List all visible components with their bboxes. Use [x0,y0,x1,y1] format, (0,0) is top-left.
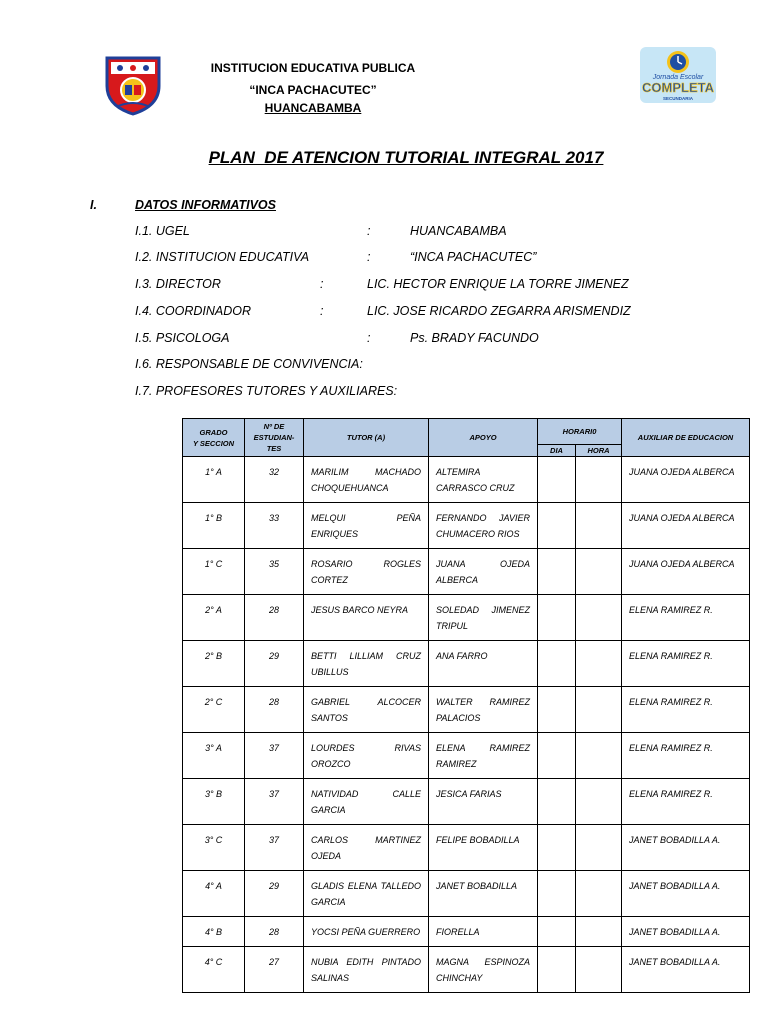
tutor-cell: NATIVIDAD CALLE GARCIA [304,779,429,825]
grado-seccion-cell: 1° B [183,503,245,549]
info-label: I.5. PSICOLOGA [135,331,230,345]
table-header [183,419,750,457]
school-shield-logo [104,54,162,116]
info-ugel [0,223,768,239]
table-row [183,825,750,871]
estudiantes-cell: 28 [245,917,304,947]
table-row [183,503,750,549]
info-convivencia [0,356,768,372]
tutor-cell: NUBIA EDITH PINTADO SALINAS [304,947,429,993]
institution-name: “INCA PACHACUTEC” [249,83,377,97]
auxiliar-cell: JUANA OJEDA ALBERCA [622,457,750,503]
dia-cell [538,947,576,993]
info-coordinador [0,303,768,319]
table-row [183,457,750,503]
apoyo-cell: FELIPE BOBADILLA [429,825,538,871]
apoyo-cell: JESICA FARIAS [429,779,538,825]
grado-seccion-cell: 4° B [183,917,245,947]
hora-cell [576,733,622,779]
table-row [183,871,750,917]
apoyo-cell: MAGNA ESPINOZA CHINCHAY [429,947,538,993]
clock-icon [667,51,689,73]
dia-cell [538,733,576,779]
col-header-grado: GRADO Y SECCION [183,419,245,457]
dia-cell [538,871,576,917]
info-value: “INCA PACHACUTEC” [410,250,537,264]
tutor-cell: JESUS BARCO NEYRA [304,595,429,641]
dia-cell [538,917,576,947]
logo-main-text: COMPLETA [642,80,714,95]
section-number: I. [90,198,97,212]
info-separator: : [367,224,371,238]
auxiliar-cell: ELENA RAMIREZ R. [622,595,750,641]
grado-seccion-cell: 4° C [183,947,245,993]
grado-seccion-cell: 3° A [183,733,245,779]
info-value: LIC. JOSE RICARDO ZEGARRA ARISMENDIZ [367,304,631,318]
info-label: I.4. COORDINADOR [135,304,251,318]
info-label: I.6. RESPONSABLE DE CONVIVENCIA: [135,357,363,371]
tutors-table [182,418,750,993]
table-row [183,595,750,641]
apoyo-cell: FIORELLA [429,917,538,947]
estudiantes-cell: 37 [245,825,304,871]
col-header-apoyo: APOYO [429,419,538,457]
apoyo-cell: ELENA RAMIREZ RAMIREZ [429,733,538,779]
hora-cell [576,779,622,825]
estudiantes-cell: 33 [245,503,304,549]
info-separator: : [320,304,324,318]
dia-cell [538,549,576,595]
hora-cell [576,687,622,733]
apoyo-cell: ANA FARRO [429,641,538,687]
col-header-horario: HORARI0 [538,419,622,445]
table-row [183,779,750,825]
jornada-escolar-completa-logo [639,46,717,104]
estudiantes-cell: 35 [245,549,304,595]
auxiliar-cell: ELENA RAMIREZ R. [622,779,750,825]
auxiliar-cell: JUANA OJEDA ALBERCA [622,549,750,595]
estudiantes-cell: 28 [245,595,304,641]
grado-seccion-cell: 1° C [183,549,245,595]
estudiantes-cell: 29 [245,641,304,687]
tutor-cell: GABRIEL ALCOCER SANTOS [304,687,429,733]
col-header-auxiliar: AUXILIAR DE EDUCACION [622,419,750,457]
table-row [183,641,750,687]
auxiliar-cell: JANET BOBADILLA A. [622,947,750,993]
estudiantes-cell: 29 [245,871,304,917]
dia-cell [538,825,576,871]
auxiliar-cell: JANET BOBADILLA A. [622,825,750,871]
hora-cell [576,917,622,947]
estudiantes-cell: 28 [245,687,304,733]
tutor-cell: BETTI LILLIAM CRUZ UBILLUS [304,641,429,687]
institution-type: INSTITUCION EDUCATIVA PUBLICA [210,61,416,75]
apoyo-cell: WALTER RAMIREZ PALACIOS [429,687,538,733]
info-label: I.1. UGEL [135,224,190,238]
tutor-cell: MARILIM MACHADO CHOQUEHUANCA [304,457,429,503]
grado-seccion-cell: 2° B [183,641,245,687]
hora-cell [576,825,622,871]
col-header-tutor: TUTOR (A) [304,419,429,457]
auxiliar-cell: JUANA OJEDA ALBERCA [622,503,750,549]
info-label: I.3. DIRECTOR [135,277,221,291]
hora-cell [576,871,622,917]
tutor-cell: GLADIS ELENA TALLEDO GARCIA [304,871,429,917]
tutor-cell: CARLOS MARTINEZ OJEDA [304,825,429,871]
grado-seccion-cell: 1° A [183,457,245,503]
info-psicologa [0,330,768,346]
dia-cell [538,779,576,825]
logo-bottom-text: SECUNDARIA [662,96,694,101]
table-header-row [183,419,750,445]
dia-cell [538,457,576,503]
estudiantes-cell: 37 [245,733,304,779]
auxiliar-cell: ELENA RAMIREZ R. [622,733,750,779]
hora-cell [576,549,622,595]
col-header-hora: HORA [576,445,622,457]
info-value: LIC. HECTOR ENRIQUE LA TORRE JIMENEZ [367,277,629,291]
dia-cell [538,687,576,733]
auxiliar-cell: ELENA RAMIREZ R. [622,687,750,733]
auxiliar-cell: ELENA RAMIREZ R. [622,641,750,687]
table-row [183,733,750,779]
dia-cell [538,641,576,687]
dia-cell [538,503,576,549]
info-label: I.2. INSTITUCION EDUCATIVA [135,250,310,264]
info-label: I.7. PROFESORES TUTORES Y AUXILIARES: [135,384,398,398]
hora-cell [576,947,622,993]
col-header-estudiantes: Nº DE ESTUDIAN- TES [245,419,304,457]
apoyo-cell: JUANA OJEDA ALBERCA [429,549,538,595]
section-heading: DATOS INFORMATIVOS [135,198,276,212]
grado-seccion-cell: 2° A [183,595,245,641]
document-title: PLAN DE ATENCION TUTORIAL INTEGRAL 2017 [208,148,604,167]
info-director [0,276,768,292]
info-value: HUANCABAMBA [410,224,507,238]
tutor-cell: YOCSI PEÑA GUERRERO [304,917,429,947]
hora-cell [576,503,622,549]
info-profesores [0,383,768,399]
auxiliar-cell: JANET BOBADILLA A. [622,871,750,917]
apoyo-cell: JANET BOBADILLA [429,871,538,917]
hora-cell [576,595,622,641]
logo-top-text: Jornada Escolar [652,74,704,81]
tutor-cell: ROSARIO ROGLES CORTEZ [304,549,429,595]
col-header-dia: DIA [538,445,576,457]
grado-seccion-cell: 4° A [183,871,245,917]
info-value: Ps. BRADY FACUNDO [410,331,539,345]
shield-emblem [121,78,145,102]
table-row [183,917,750,947]
estudiantes-cell: 32 [245,457,304,503]
estudiantes-cell: 27 [245,947,304,993]
info-separator: : [367,331,371,345]
table-body [183,457,750,993]
info-separator: : [320,277,324,291]
info-separator: : [367,250,371,264]
info-institucion [0,249,768,265]
grado-seccion-cell: 3° B [183,779,245,825]
apoyo-cell: SOLEDAD JIMENEZ TRIPUL [429,595,538,641]
apoyo-cell: FERNANDO JAVIER CHUMACERO RIOS [429,503,538,549]
apoyo-cell: ALTEMIRA CARRASCO CRUZ [429,457,538,503]
hora-cell [576,641,622,687]
grado-seccion-cell: 2° C [183,687,245,733]
table-row [183,947,750,993]
table-row [183,549,750,595]
grado-seccion-cell: 3° C [183,825,245,871]
institution-location: HUANCABAMBA [264,101,362,115]
hora-cell [576,457,622,503]
tutor-cell: MELQUI PEÑA ENRIQUES [304,503,429,549]
table-row [183,687,750,733]
estudiantes-cell: 37 [245,779,304,825]
tutor-cell: LOURDES RIVAS OROZCO [304,733,429,779]
auxiliar-cell: JANET BOBADILLA A. [622,917,750,947]
dia-cell [538,595,576,641]
